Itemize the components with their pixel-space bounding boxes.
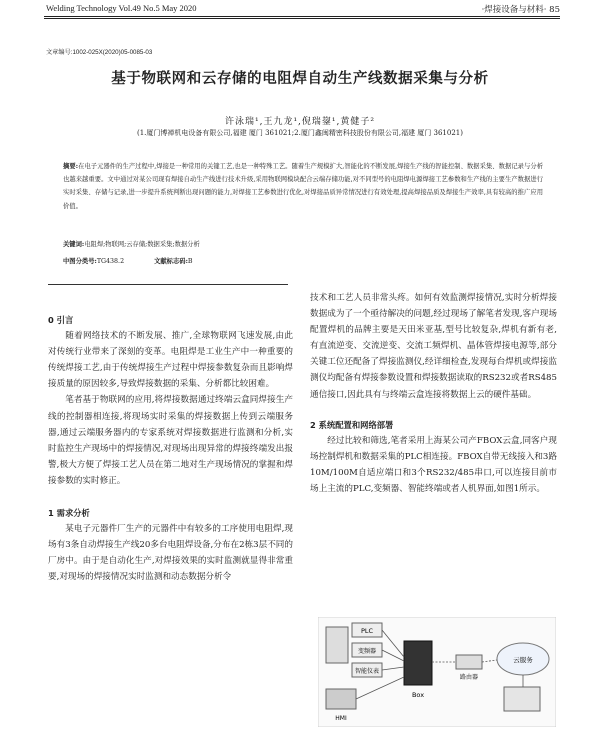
paragraph: 技术和工艺人员非常头疼。如何有效监测焊接情况,实时分析焊接数据成为了一个亟待解决的问题,经过现场了解笔者发现,客户现场配置焊机的品牌主要是天田米亚基,型号比较复杂,焊机有新有老,有直流逆变、交流逆变、交流工频焊机、晶体管焊接电源等,部分关键工位还配备了焊接监测仪,经详细检查,发现每台焊机或焊接监测仪均配备有焊接参数设置和焊接数据读取的RS232或者RS485通信接口,因此具有与终端云盒连接将数据上云的硬件基础。 — [310, 293, 557, 400]
plc-label: PLC — [360, 627, 374, 635]
keywords — [63, 239, 543, 248]
fbox-device — [404, 641, 432, 685]
paragraph: 经过比较和筛选,笔者采用上海某公司产FBOX云盒,同客户现场控制焊机和数据采集的PLC相连接。FBOX自带无线接入和3路10M/100M自适应端口和3个RS232/485串口,可以连接目前市场上主流的PLC,变频器、智能终端或者人机界面,如图1所示。 — [310, 435, 557, 495]
right-column — [310, 290, 557, 497]
abstract — [63, 160, 543, 213]
router-device — [456, 655, 482, 669]
monitor-device — [504, 687, 540, 711]
section-heading-system: 2 系统配置和网络部署 — [310, 419, 394, 430]
paragraph: 某电子元器件厂生产的元器件中有较多的工序使用电阻焊,现场有3条自动焊接生产线20多台电阻焊设备,分布在2栋3层不同的厂房中。由于是自动化生产,对焊接效果的实时监测就显得非常重要,对现场的焊接情况实时监测和动态数据分析令 — [48, 524, 293, 583]
fbox-label: Box — [411, 691, 425, 699]
clc-label: 中图分类号: — [63, 258, 97, 265]
paper-title: 基于物联网和云存储的电阻焊自动生产线数据采集与分析 — [111, 71, 489, 87]
cloud-label: 云服务 — [513, 656, 533, 664]
header-rule — [44, 16, 560, 17]
column-rule — [48, 284, 288, 285]
figure-1 — [318, 617, 556, 727]
system-diagram — [318, 617, 556, 727]
doc-code-label: 文献标志码: — [154, 258, 188, 265]
plc-device — [326, 627, 348, 663]
hmi-label: HMI — [335, 715, 347, 722]
paragraph: 随着网络技术的不断发展、推广,全球物联网飞速发展,由此对传统行业带来了深刻的变革。电阻焊是工业生产中一种重要的传统焊接工艺,由于传统焊接生产过程中焊接参数复杂而且影响焊接质量的原因较多,导致焊接数据的采集、分析都比较困难。 — [48, 331, 293, 390]
section-header: ·焊接设备与材料· 85 — [481, 5, 560, 15]
hmi-device — [326, 689, 356, 709]
section-heading-intro: 0 引言 — [48, 315, 74, 325]
authors: 许泳瑞¹,王九龙¹,倪瑞鋆¹,黄健子² — [224, 117, 375, 127]
abstract-label: 摘要: — [63, 163, 79, 170]
inverter-label: 变频器 — [357, 648, 377, 655]
keywords-text: 电阻焊;物联网;云存储;数据采集;数据分析 — [84, 241, 200, 248]
keywords-label: 关键词: — [63, 241, 85, 248]
classification — [63, 256, 543, 265]
abstract-text: 在电子元器件的生产过程中,焊接是一种常用的关键工艺,也是一种特殊工艺。随着生产规模扩大,智能化的不断发展,焊接生产线的智能控制、数据采集、数据记录与分析也越来越重要。文中通过对某公司现有焊接自动生产线进行技术升级,采用物联网模块配合云端存储功能,对不同型号的电阻焊电源焊接工艺参数和生产线的主要生产数据进行实时采集、存储与记录,进一步提升系统判断出现问题的能力,对焊接工艺参数进行优化,对焊接品质异常情况进行有效处理,提高焊接品质及焊接生产效率,具有较高的推广应用价值。 — [63, 163, 543, 210]
meter-label: 智能仪表 — [354, 668, 380, 675]
header-rule-2 — [44, 18, 560, 19]
left-column — [48, 312, 293, 586]
article-number: 文章编号:1002-025X(2020)05-0085-03 — [46, 49, 153, 56]
router-label: 路由器 — [459, 674, 479, 681]
section-heading-requirements: 1 需求分析 — [48, 508, 90, 519]
journal-header: Welding Technology Vol.49 No.5 May 2020 — [46, 3, 197, 13]
paragraph: 笔者基于物联网的应用,将焊接数据通过终端云盒同焊接生产线的控制器相连接,将现场实时采集的焊接数据上传到云端服务器,通过云端服务器内的专家系统对焊接数据进行监测和分析,实时监控生产现场中的焊接情况,对现场出现异常的焊接终端发出报警,极大方便了焊接工艺人员在第二地对生产现场情况的掌握和焊接参数的实时修正。 — [48, 395, 293, 486]
affiliation: (1.厦门博禅机电设备有限公司,福建 厦门 361021;2.厦门鑫闽精密科技股份有限公司,福建 厦门 361021) — [137, 129, 463, 137]
doc-code-value: B — [187, 258, 193, 265]
clc-value: TG438.2 — [96, 258, 125, 265]
